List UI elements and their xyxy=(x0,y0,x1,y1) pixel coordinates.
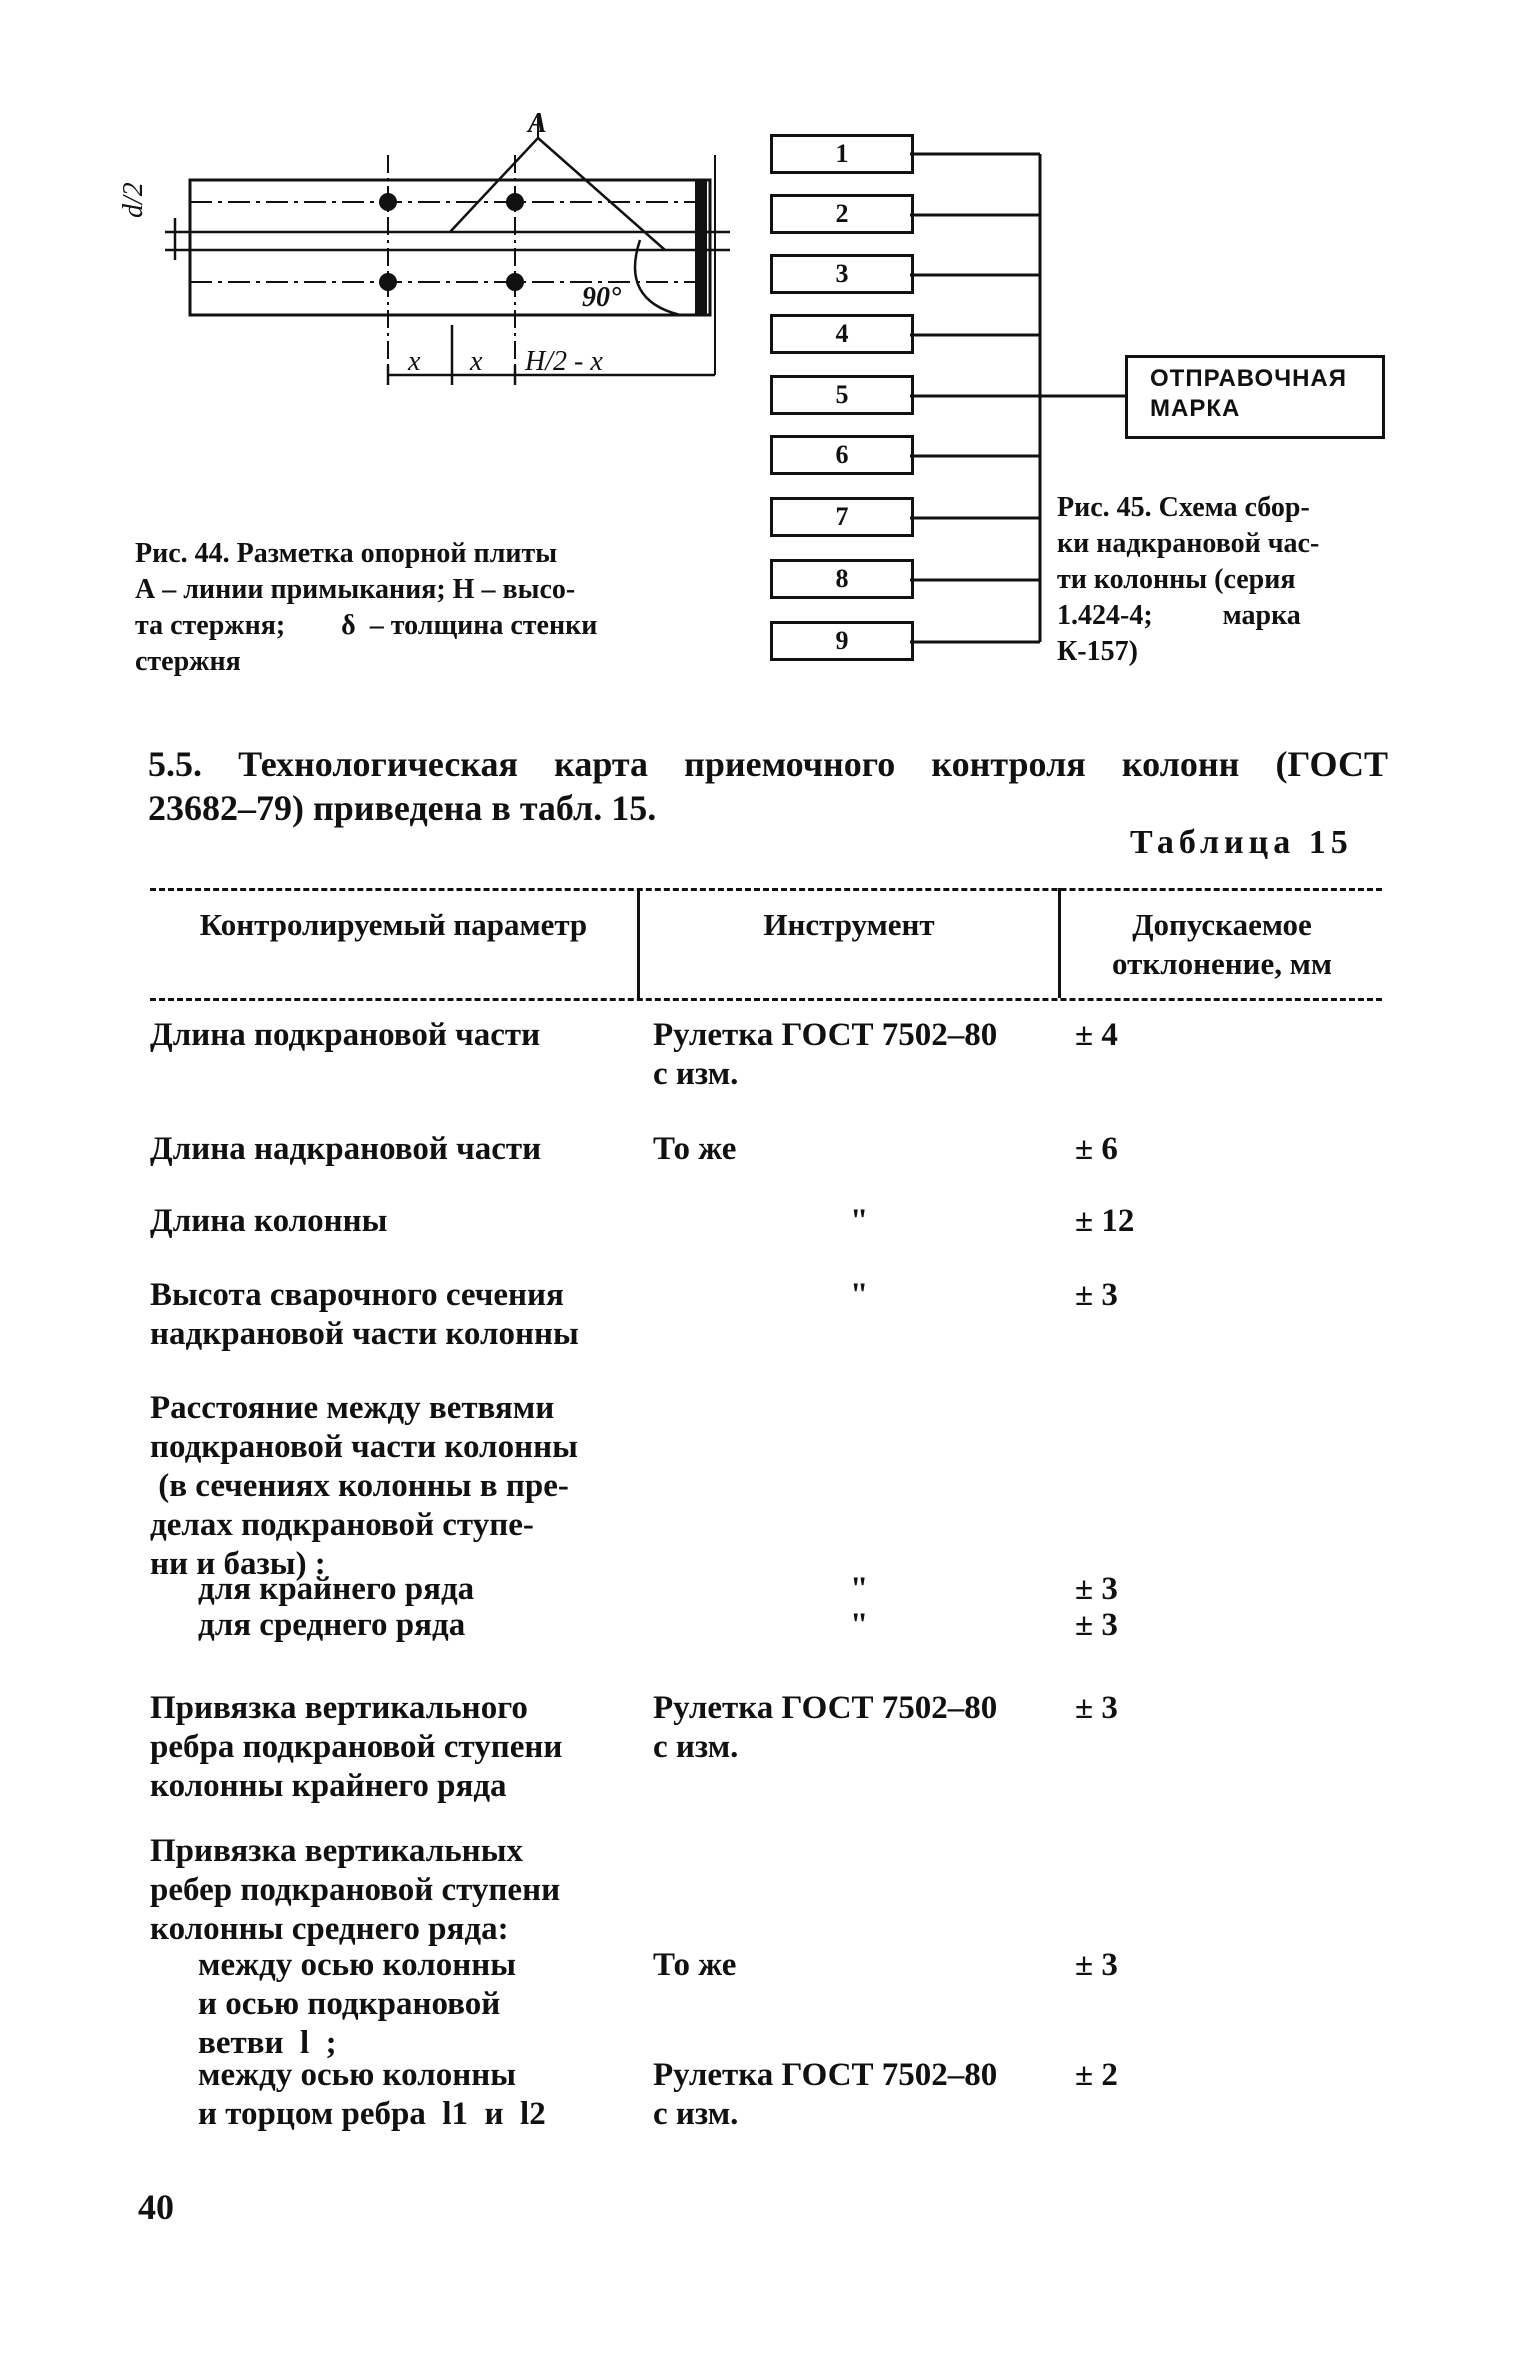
tool-line: Рулетка ГОСТ 7502–80 xyxy=(653,2057,998,2093)
table-row-tolerance xyxy=(1075,1276,1375,1315)
table-row-tolerance xyxy=(1075,1202,1375,1241)
fig44-caption-line: А – линии примыкания; Н – высо- xyxy=(135,574,576,605)
fig44-caption xyxy=(135,536,725,680)
table-label: Таблица 15 xyxy=(1130,824,1353,861)
fig45-caption-line: К-157) xyxy=(1057,636,1138,667)
tolerance-line: ± 4 xyxy=(1075,1017,1118,1053)
tool-line: " xyxy=(850,1203,869,1239)
table-col-divider xyxy=(1058,888,1061,998)
header-tolerance-line: отклонение, мм xyxy=(1112,946,1332,981)
fig45-mark-box xyxy=(1125,355,1385,439)
header-param: Контролируемый параметр xyxy=(199,907,588,942)
header-tool: Инструмент xyxy=(763,907,935,942)
fig45-box-4: 4 xyxy=(770,314,914,354)
tolerance-line: ± 3 xyxy=(1075,1947,1118,1983)
table-row-tool xyxy=(653,2056,1053,2134)
fig44-label-d: d/2 xyxy=(118,182,149,218)
param-line: Привязка вертикальных xyxy=(150,1833,523,1869)
table-row-tool xyxy=(653,1946,1053,1985)
tolerance-line: ± 3 xyxy=(1075,1607,1118,1643)
param-line: Расстояние между ветвями xyxy=(150,1390,555,1426)
fig44-caption-line: та стержня; δ – толщина стенки xyxy=(135,610,598,641)
tool-line: " xyxy=(850,1607,869,1643)
fig45-box-8: 8 xyxy=(770,559,914,599)
param-line: Длина подкрановой части xyxy=(150,1017,541,1053)
page-number: 40 xyxy=(138,2187,174,2227)
fig45-box-5: 5 xyxy=(770,375,914,415)
table-row-param xyxy=(150,1016,630,1055)
table-row-param xyxy=(198,1606,630,1645)
table-top-rule xyxy=(150,888,1382,891)
param-line: для крайнего ряда xyxy=(198,1571,475,1607)
paragraph-line: 5.5. Технологическая карта приемочного контроля колонн (ГОСТ xyxy=(148,744,1388,784)
table-row-param xyxy=(150,1689,630,1806)
tool-line: с изм. xyxy=(653,2096,739,2132)
param-line: делах подкрановой ступе- xyxy=(150,1507,534,1543)
param-line: Привязка вертикального xyxy=(150,1690,528,1726)
fig44-label-a: A xyxy=(528,108,547,139)
fig45-box-7: 7 xyxy=(770,497,914,537)
fig44-caption-line: стержня xyxy=(135,646,241,677)
fig45-box-3: 3 xyxy=(770,254,914,294)
fig45-mark-line: МАРКА xyxy=(1150,395,1241,422)
header-tolerance xyxy=(1062,905,1382,983)
tolerance-line: ± 3 xyxy=(1075,1690,1118,1726)
tool-line: Рулетка ГОСТ 7502–80 xyxy=(653,1017,998,1053)
table-row-tool xyxy=(653,1689,1053,1767)
fig44-dim-x1: x xyxy=(408,346,421,377)
param-line: подкрановой части колонны xyxy=(150,1429,578,1465)
tool-line: " xyxy=(850,1571,869,1607)
param-line: Длина надкрановой части xyxy=(150,1131,542,1167)
table-row-param xyxy=(150,1276,630,1354)
fig45-box-2: 2 xyxy=(770,194,914,234)
fig45-box-6: 6 xyxy=(770,435,914,475)
tolerance-line: ± 3 xyxy=(1075,1277,1118,1313)
table-row-tolerance xyxy=(1075,1130,1375,1169)
table-row-param xyxy=(198,2056,630,2134)
tolerance-line: ± 12 xyxy=(1075,1203,1135,1239)
tool-line: с изм. xyxy=(653,1729,739,1765)
table-row-tolerance xyxy=(1075,1689,1375,1728)
fig45-caption-line: Рис. 45. Схема сбор- xyxy=(1057,492,1310,523)
param-line: между осью колонны xyxy=(198,2057,517,2093)
tool-line: " xyxy=(850,1277,869,1313)
table-row-tool xyxy=(653,1016,1053,1094)
table-row-tolerance xyxy=(1075,1570,1375,1609)
fig45-caption-line: ти колонны (серия xyxy=(1057,564,1296,595)
param-line: Длина колонны xyxy=(150,1203,388,1239)
table-row-tolerance xyxy=(1075,1016,1375,1055)
param-line: между осью колонны xyxy=(198,1947,517,1983)
table-row-param xyxy=(150,1389,630,1584)
table-header-rule xyxy=(150,998,1382,1001)
fig45-mark-line: ОТПРАВОЧНАЯ xyxy=(1150,365,1347,392)
param-line: колонны крайнего ряда xyxy=(150,1768,507,1804)
param-line: надкрановой части колонны xyxy=(150,1316,579,1352)
table-row-param xyxy=(198,1946,630,2063)
param-line: и осью подкрановой xyxy=(198,1986,501,2022)
table-row-param xyxy=(150,1832,630,1949)
tolerance-line: ± 6 xyxy=(1075,1131,1118,1167)
fig45-box-9: 9 xyxy=(770,621,914,661)
param-line: (в сечениях колонны в пре- xyxy=(150,1468,569,1504)
table-row-param xyxy=(198,1570,630,1609)
tool-line: с изм. xyxy=(653,1056,739,1092)
param-line: ветви l ; xyxy=(198,2025,337,2061)
header-tolerance-line: Допускаемое xyxy=(1132,907,1312,942)
param-line: колонны среднего ряда: xyxy=(150,1911,509,1947)
figure-44-drawing xyxy=(120,110,740,400)
param-line: ребра подкрановой ступени xyxy=(150,1729,563,1765)
param-line: и торцом ребра l1 и l2 xyxy=(198,2096,546,2132)
param-line: ни и базы) : xyxy=(150,1546,326,1582)
fig45-caption xyxy=(1057,490,1387,670)
fig45-caption-line: ки надкрановой час- xyxy=(1057,528,1320,559)
param-line: для среднего ряда xyxy=(198,1607,466,1643)
fig44-dim-h: H/2 - x xyxy=(525,346,603,377)
fig45-box-1: 1 xyxy=(770,134,914,174)
paragraph-5-5 xyxy=(148,742,1388,830)
table-row-tolerance xyxy=(1075,1946,1375,1985)
param-line: ребер подкрановой ступени xyxy=(150,1872,561,1908)
table-row-tolerance xyxy=(1075,2056,1375,2095)
table-row-tool xyxy=(653,1130,1053,1169)
tool-line: То же xyxy=(653,1131,737,1167)
table-row-param xyxy=(150,1202,630,1241)
tool-line: То же xyxy=(653,1947,737,1983)
paragraph-line: 23682–79) приведена в табл. 15. xyxy=(148,788,657,828)
tool-line: Рулетка ГОСТ 7502–80 xyxy=(653,1690,998,1726)
fig44-label-angle: 90° xyxy=(582,282,622,313)
fig45-caption-line: 1.424-4; марка xyxy=(1057,600,1301,631)
tolerance-line: ± 2 xyxy=(1075,2057,1118,2093)
table-row-param xyxy=(150,1130,630,1169)
fig44-caption-line: Рис. 44. Разметка опорной плиты xyxy=(135,538,558,569)
table-row-tolerance xyxy=(1075,1606,1375,1645)
param-line: Высота сварочного сечения xyxy=(150,1277,564,1313)
tolerance-line: ± 3 xyxy=(1075,1571,1118,1607)
fig44-dim-x2: x xyxy=(470,346,483,377)
